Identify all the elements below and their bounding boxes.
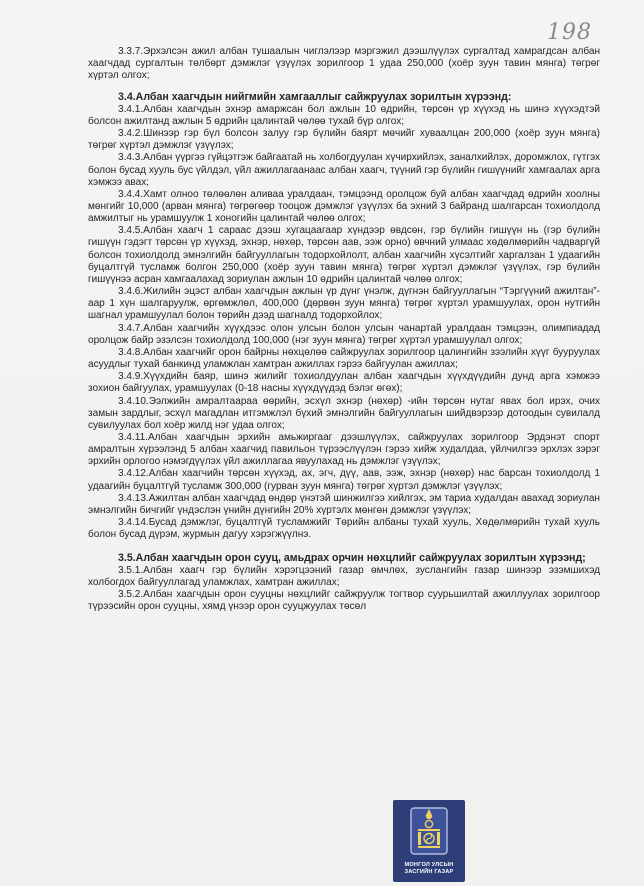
- paragraph: 3.3.7.Эрхэлсэн ажил албан тушаалын чиглэлээр мэргэжил дээшлүүлэх сургалтад хамрагдсан албан хаагчдад сургалтын төлбөрт дэмжлэг үзүүлэх зорилгоор 1 удаа 250,000 (хоёр зуун тавин мянга) төгрөг хүртэл олгох;: [88, 46, 600, 82]
- paragraph: 3.4.9.Хүүхдийн баяр, шинэ жилийг тохиолдуулан албан хаагчдын хүүхдүүдийн дунд арга хэмжээ зохион байгуулах, урамшуулах (0-18 насны хүүхдүүдэд бэлэг өгөх);: [88, 371, 600, 395]
- handwritten-page-number: 198: [547, 20, 592, 45]
- paragraph: 3.4.11.Албан хаагчдын эрхийн амьжиргааг дээшлүүлэх, сайжруулах зорилгоор Эрдэнэт спорт амралтын хүрээлэнд 5 албан хаагчид павильон түрээслүүлэн гэрээ хийж худалдаа, үйлчилгээ эрхлэх зэрэг эрхийн орлогоо нэмэгдүүлэх үйл ажиллагаа явуулахад нь дэмжлэг үзүүлэх;: [88, 431, 600, 468]
- document-body: [88, 46, 600, 613]
- paragraph: 3.4.3.Албан үүргээ гүйцэтгэж байгаатай нь холбогдуулан хүчирхийлэх, заналхийлэх, доромжлох, гүтгэх болон бусад хууль бус үйлдэл, үйл ажиллагаанаас албан хаагч, түүний гэр бүлийн гишүүнийг хамгаалах арга хэмжээ авах;: [88, 152, 600, 188]
- section-heading: 3.4.Албан хаагчдын нийгмийн хамгааллыг сайжруулах зорилтын хүрээнд:: [118, 91, 512, 104]
- seal-line-1: МОНГОЛ УЛСЫН: [404, 862, 454, 868]
- paragraph: 3.4.1.Албан хаагчдын эхнэр амаржсан бол ажлын 10 өдрийн, төрсөн үр хүүхэд нь шинэ хүүхэдтэй болсон ажилтанд ажлын 5 өдрийн цалинтай чөлөө тухай бүр олгох;: [88, 103, 600, 127]
- seal-line-2: ЗАСГИЙН ГАЗАР: [404, 869, 454, 875]
- soyombo-emblem-icon: [409, 806, 449, 856]
- paragraph: 3.5.1.Албан хаагч гэр бүлийн хэрэгцээний газар өмчлөх, зуслангийн газар шинээр эзэмшихэд холбогдох байгууллагад уламжлах, хамтран ажиллах;: [88, 564, 600, 588]
- paragraph: 3.5.2.Албан хаагчдын орон сууцны нөхцлийг сайжруулж тогтвор суурьшилтай ажиллуулах зорилгоор түрээсийн орон сууцны, хямд үнээр орон сууцжуулах төсөл: [88, 589, 600, 613]
- paragraph: 3.4.14.Бусад дэмжлэг, буцалтгүй тусламжийг Төрийн албаны тухай хууль, Хөдөлмөрийн тухай хууль болон бусад дүрэм, журмын дагуу хэрэгжүүлнэ.: [88, 517, 600, 541]
- government-seal: [393, 800, 465, 882]
- paragraph: 3.4.4.Хамт олноо төлөөлөн аливаа уралдаан, тэмцээнд оролцож буй албан хаагчдад өдрийн хоолны мөнгийг 10,000 (арван мянга) төгрөгөөр тооцож дэмжлэг үзүүлэх ба эхний 3 байранд шалгарсан тохиолдолд амжилтыг нь урамшуулж 1 хоногийн цалинтай чөлөө олгох;: [88, 188, 600, 225]
- paragraph: 3.4.2.Шинээр гэр бүл болсон залуу гэр бүлийн баярт мөчийг хуваалцан 200,000 (хоёр зуун мянга) төгрөг хүртэл дэмжлэг үзүүлэх;: [88, 128, 600, 152]
- paragraph: 3.4.13.Ажилтан албан хаагчдад өндөр үнэтэй шинжилгээ хийлгэх, эм тариа худалдан авахад зориулан эмнэлгийн бичгийг үндэслэн үнийн дүнгийн 20% хүртэлх мөнгөн дэмжлэг үзүүлэх;: [88, 492, 600, 516]
- paragraph: 3.4.7.Албан хаагчийн хүүхдээс олон улсын болон улсын чанартай уралдаан тэмцээн, олимпиадад оролцож байр эзэлсэн тохиолдолд 100,000 (нэг зуун мянга) төгрөг хүртэл урамшуулал олгох;: [88, 322, 600, 346]
- paragraph: 3.4.8.Албан хаагчийг орон байрны нөхцөлөө сайжруулах зорилгоор цалингийн зээлийн хүүг бууруулах асуудлыг тухай банкинд уламжлан хамтран ажиллах гэрээ байгуулан ажиллах;: [88, 346, 600, 371]
- paragraph: 3.4.6.Жилийн эцэст албан хаагчдын ажлын үр дүнг үнэлж, дүгнэн байгууллагын “Тэргүүний ажилтан”-аар 1 хүн шалгаруулж, өргөмжлөл, 400,000 (дөрвөн зуун мянга) төгрөг хүртэл урамшуулах, орон нутгийн шагнал урамшуулал болон төрийн дээд шагналд тодорхойлох;: [88, 286, 600, 322]
- paragraph: 3.4.12.Албан хаагчийн төрсөн хүүхэд, ах, эгч, дүү, аав, ээж, эхнэр (нөхөр) нас барсан тохиолдолд 1 удаагийн буцалтгүй тусламж 300,000 (гурван зуун мянга) төгрөг хүртэл дэмжлэг үзүүлэх;: [88, 468, 600, 492]
- section-heading: 3.5.Албан хаагчдын орон сууц, амьдрах орчин нөхцлийг сайжруулах зорилтын хүрээнд;: [118, 552, 586, 565]
- paragraph: 3.4.5.Албан хаагч 1 сараас дээш хугацаагаар хүндээр өвдсөн, гэр бүлийн гишүүн нь (гэр бүлийн гишүүн гэдэгт төрсөн үр хүүхэд, эхнэр, нөхөр, төрсөн аав, ээж орно) өвчний улмаас хөдөлмөрийн чадваргүй болсон тохиолдолд эмнэлгийн байгууллагын тодорхойлолт, албан хаагчийн хүсэлтийг харгалзан 1 удаагийн буцалтгүй тусламж болгон 250,000 (хоёр зуун тавин мянга) төгрөг хүртэл дэмжлэг үзүүлэх, гэр бүлийн гишүүнээ асран хамгаалахад зориулан ажлын 10 өдрийн цалинтай чөлөө олгох;: [88, 225, 600, 285]
- paragraph: 3.4.10.Ээлжийн амралтаараа өөрийн, эсхүл эхнэр (нөхөр) -ийн төрсөн нутаг явах бол ирэх, очих замын зардлыг, эсхүл магадлан итгэмжлэл бүхий эмнэлгийн байгууллагын шийдвэрээр дотоодын сувилалд сувилуулах бол хоёр жилд нэг удаа олгох;: [88, 395, 600, 431]
